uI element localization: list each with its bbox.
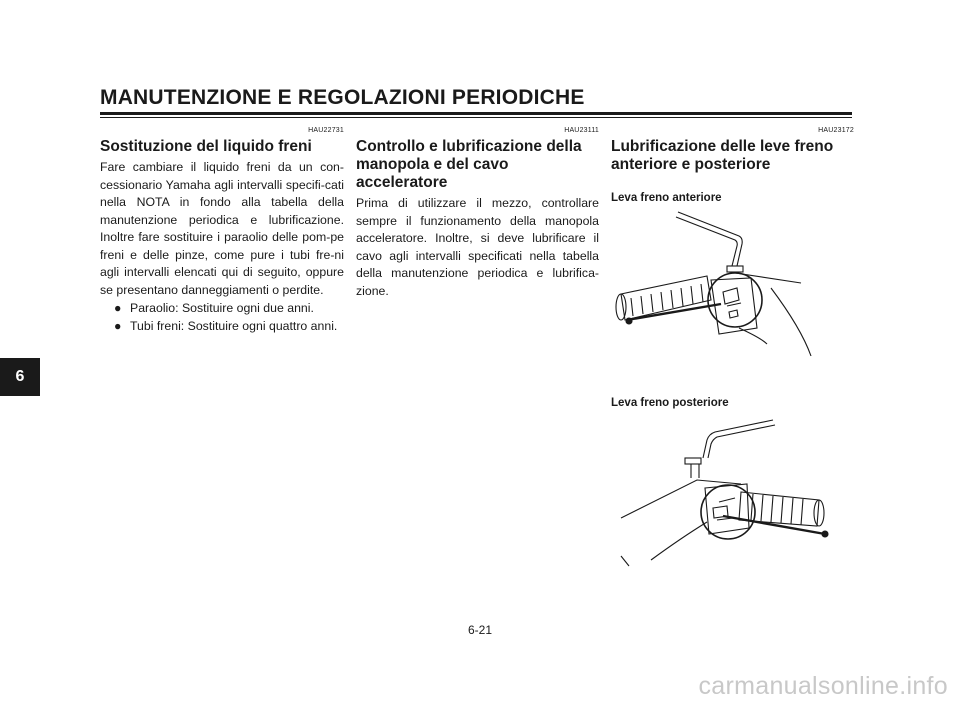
rear-lever-label: Leva freno posteriore [611, 397, 729, 409]
bullet-list [100, 300, 344, 335]
section-code: HAU23172 [818, 127, 854, 134]
bullet-icon: ● [114, 301, 122, 315]
bullet-icon: ● [114, 318, 122, 333]
rear-brake-lever-illustration [611, 410, 836, 570]
watermark[interactable]: carmanualsonline.info [698, 672, 948, 700]
bullet-text: Tubi freni: Sostituire ogni quattro anni. [130, 318, 338, 333]
front-brake-lever-illustration [611, 208, 821, 363]
section-body: Prima di utilizzare il mezzo, controllare sempre il funzionamento della manopola acceleratore. Inoltre, si deve lubrificare il cavo agli intervalli specificati nella tabella della manutenzione periodica e lubrifica-zione. [356, 196, 599, 298]
section-code: HAU23111 [564, 127, 599, 134]
section-heading: Sostituzione del liquido freni [100, 138, 312, 155]
section-levers [611, 126, 854, 177]
bullet-item [100, 300, 344, 318]
section-body: Fare cambiare il liquido freni da un con-cessionario Yamaha agli intervalli specifi-cati nella NOTA in fondo alla tabella della manutenzione periodica e lubrificazione. Inoltre fare sostituire i paraolio delle pom-pe freni e delle pinze, come pure i tubi fre-ni agli intervalli elencati qui di seguito, oppure se presentano danneggiamenti o perdite. [100, 160, 344, 297]
section-heading: Lubrificazione delle leve freno anteriore e posteriore [611, 138, 834, 173]
front-lever-label: Leva freno anteriore [611, 192, 722, 204]
section-brake-fluid [100, 126, 344, 335]
page-title: MANUTENZIONE E REGOLAZIONI PERIODICHE [100, 86, 585, 109]
title-rule-thin [100, 117, 852, 118]
page-number: 6-21 [467, 623, 493, 637]
title-rule [100, 112, 852, 115]
section-code: HAU22731 [308, 127, 344, 134]
bullet-item [100, 318, 344, 336]
section-heading: Controllo e lubrificazione della manopola e del cavo acceleratore [356, 138, 582, 191]
bullet-text: Paraolio: Sostituire ogni due anni. [130, 301, 314, 315]
section-throttle [356, 126, 599, 300]
chapter-tab[interactable]: 6 [0, 358, 40, 396]
